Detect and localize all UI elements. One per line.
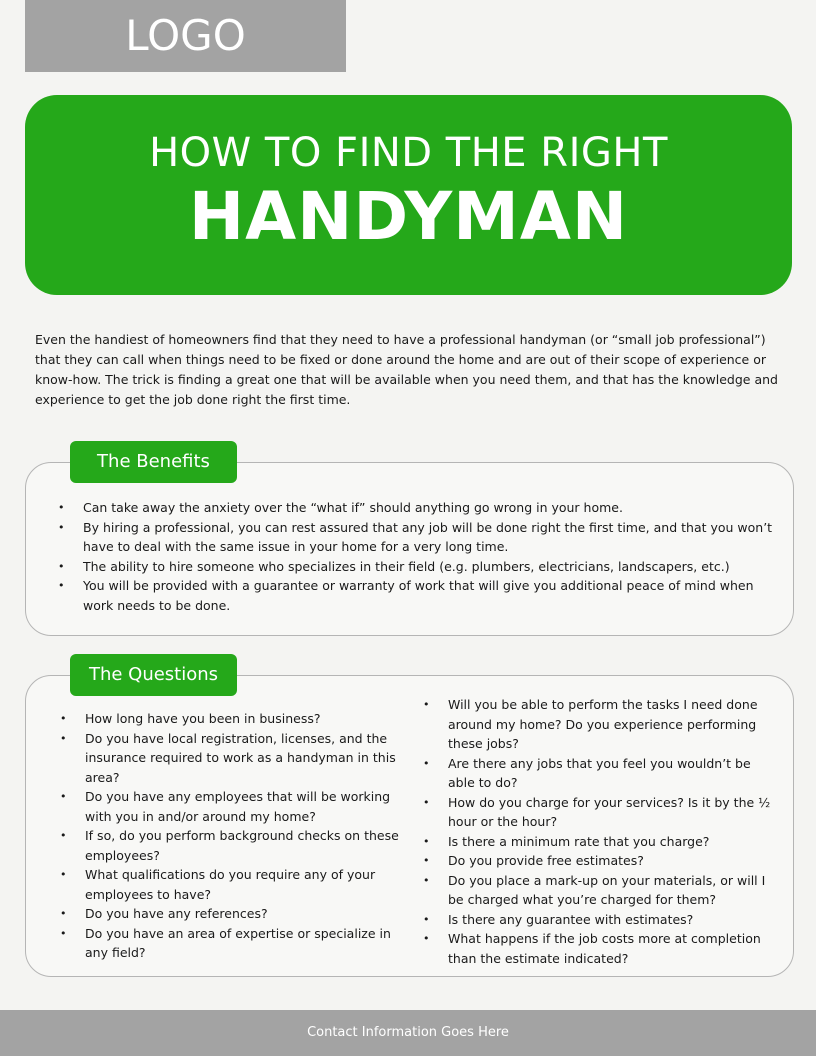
list-item: • Is there any guarantee with estimates?	[420, 910, 780, 930]
questions-heading: The Questions	[70, 654, 237, 696]
list-item: • How long have you been in business?	[57, 709, 407, 729]
list-item: • Do you have any employees that will be working with you in and/or around my home?	[57, 787, 407, 826]
list-item: • If so, do you perform background checks on these employees?	[57, 826, 407, 865]
list-item: • What happens if the job costs more at completion than the estimate indicated?	[420, 929, 780, 968]
list-item: • Do you have any references?	[57, 904, 407, 924]
title-line-1: HOW TO FIND THE RIGHT	[149, 130, 668, 176]
title-line-2: HANDYMAN	[188, 178, 629, 255]
list-item: • Do you provide free estimates?	[420, 851, 780, 871]
logo: LOGO	[25, 0, 346, 72]
list-item: • Can take away the anxiety over the “what if” should anything go wrong in your home.	[55, 498, 775, 518]
list-item: • What qualifications do you require any of your employees to have?	[57, 865, 407, 904]
contact-footer: Contact Information Goes Here	[0, 1010, 816, 1056]
list-item: • Is there a minimum rate that you charge?	[420, 832, 780, 852]
questions-right-list	[420, 695, 780, 968]
list-item: • Do you place a mark-up on your materials, or will I be charged what you’re charged for them?	[420, 871, 780, 910]
list-item: • Will you be able to perform the tasks I need done around my home? Do you experience performing these jobs?	[420, 695, 780, 754]
questions-left-list	[57, 709, 407, 963]
intro-paragraph: Even the handiest of homeowners find that they need to have a professional handyman (or “small job professional”) that they can call when things need to be fixed or done around the home and are out of their scope of experience or know-how. The trick is finding a great one that will be available when you need them, and that has the knowledge and experience to get the job done right the first time.	[35, 332, 778, 407]
list-item: • By hiring a professional, you can rest assured that any job will be done right the first time, and that you won’t have to deal with the same issue in your home for a very long time.	[55, 518, 775, 557]
list-item: • Do you have an area of expertise or specialize in any field?	[57, 924, 407, 963]
list-item: • How do you charge for your services? Is it by the ½ hour or the hour?	[420, 793, 780, 832]
list-item: • You will be provided with a guarantee or warranty of work that will give you additional peace of mind when work needs to be done.	[55, 576, 775, 615]
benefits-heading: The Benefits	[70, 441, 237, 483]
list-item: • Do you have local registration, licenses, and the insurance required to work as a handyman in this area?	[57, 729, 407, 788]
benefits-list	[55, 498, 775, 615]
list-item: • The ability to hire someone who specializes in their field (e.g. plumbers, electricians, landscapers, etc.)	[55, 557, 775, 577]
list-item: • Are there any jobs that you feel you wouldn’t be able to do?	[420, 754, 780, 793]
title-banner	[25, 95, 792, 295]
